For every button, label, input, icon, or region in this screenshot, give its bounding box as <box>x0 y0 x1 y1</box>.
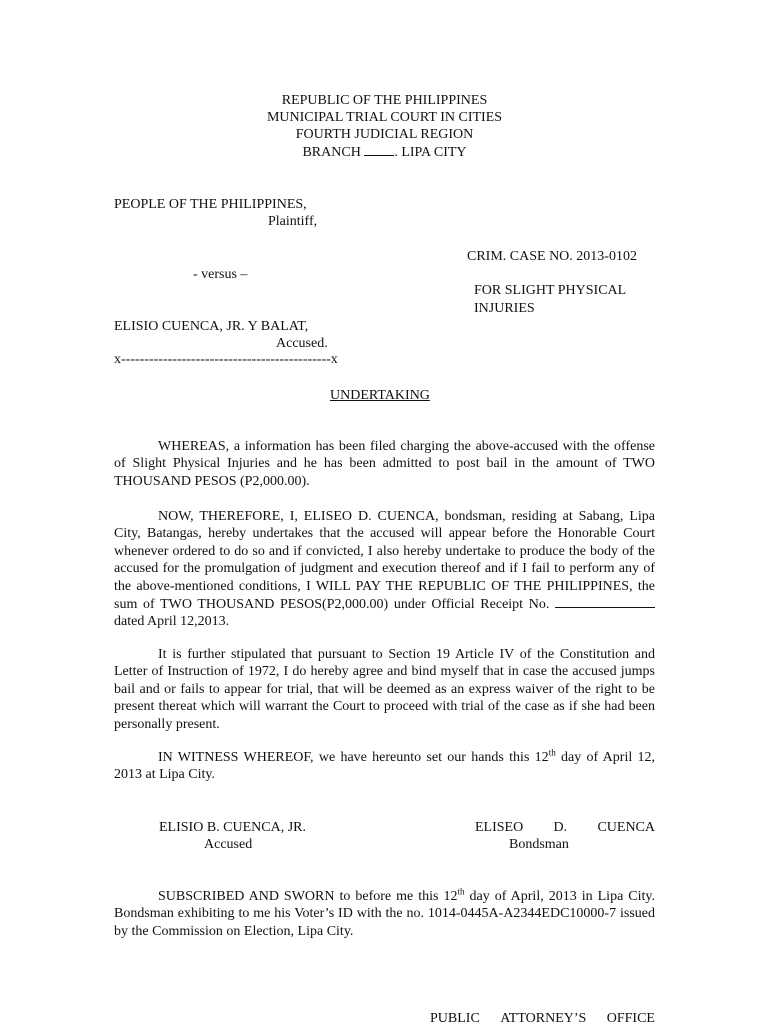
signature-bondsman-name <box>475 819 655 836</box>
paragraph-now-therefore-date: dated April 12,2013. <box>114 614 230 630</box>
caption-divider: x---------------------------------------------x <box>114 352 338 367</box>
accused-name: ELISIO CUENCA, JR. Y BALAT, <box>114 319 309 334</box>
paragraph-stipulation-text: It is further stipulated that pursuant to Section 19 Article IV of the Constitution and Letter of Instruction of 1972, I do hereby agree and bind myself that in case the accused jumps bail and or fails to appear for trial, that will be deemed as an express waiver of the right to be present thereat which will warrant the Court to proceed with trial of the case as if she had been personally present. <box>114 647 655 732</box>
footer-word-public: PUBLIC <box>430 1011 480 1026</box>
receipt-number-blank <box>555 595 655 608</box>
paragraph-subscribed <box>114 888 655 940</box>
court-header-court: MUNICIPAL TRIAL COURT IN CITIES <box>266 110 503 125</box>
plaintiff-name: PEOPLE OF THE PHILIPPINES, <box>114 197 307 212</box>
versus-label: - versus – <box>193 267 248 282</box>
paragraph-stipulation <box>114 646 655 733</box>
paragraph-witness-text-end: day of April 12, 2013 at Lipa City. <box>114 750 656 783</box>
plaintiff-role: Plaintiff, <box>268 214 318 229</box>
paragraph-now-therefore <box>114 508 655 631</box>
footer-office-name <box>430 1010 655 1027</box>
paragraph-witness <box>114 749 655 784</box>
bondsman-middle-initial: D. <box>553 820 568 835</box>
document-title: UNDERTAKING <box>330 388 430 403</box>
court-header-branch <box>114 143 655 161</box>
bondsman-first-name: ELISEO <box>475 820 524 835</box>
signature-bondsman-role: Bondsman <box>509 837 569 852</box>
branch-prefix: BRANCH <box>302 145 365 160</box>
accused-role: Accused. <box>276 336 328 351</box>
paragraph-whereas-text: WHEREAS, a information has been filed charging the above-accused with the offense of Slight Physical Injuries and he has been admitted to post bail in the amount of TWO THOUSAND PESOS (P2,000.00). <box>114 439 655 489</box>
court-header-republic: REPUBLIC OF THE PHILIPPINES <box>281 93 488 108</box>
footer-word-office: OFFICE <box>606 1011 655 1026</box>
footer-word-attorneys: ATTORNEY’S <box>500 1011 587 1026</box>
branch-suffix: . LIPA CITY <box>394 145 467 160</box>
paragraph-subscribed-text: SUBSCRIBED AND SWORN to before me this 12 <box>158 889 458 904</box>
bondsman-last-name: CUENCA <box>597 820 655 835</box>
paragraph-whereas <box>114 438 655 490</box>
case-number: CRIM. CASE NO. 2013-0102 <box>467 249 637 264</box>
paragraph-witness-ordinal: th <box>548 747 556 758</box>
signature-accused-name: ELISIO B. CUENCA, JR. <box>159 820 307 835</box>
paragraph-witness-text: IN WITNESS WHEREOF, we have hereunto set our hands this 12 <box>158 750 549 765</box>
signature-accused-role: Accused <box>204 837 253 852</box>
offense-line-1: FOR SLIGHT PHYSICAL <box>474 283 627 298</box>
offense-line-2: INJURIES <box>474 301 535 316</box>
court-header-region: FOURTH JUDICIAL REGION <box>295 127 474 142</box>
branch-blank-line <box>364 143 394 156</box>
paragraph-subscribed-ordinal: th <box>457 886 465 897</box>
paragraph-subscribed-text-end: day of April, 2013 in Lipa City. Bondsman exhibiting to me his Voter’s ID with the no. 1014-0445A-A2344EDC10000-7 issued by the Commission on Election, Lipa City. <box>114 889 655 939</box>
paragraph-now-therefore-text: NOW, THEREFORE, I, ELISEO D. CUENCA, bondsman, residing at Sabang, Lipa City, Batangas, hereby undertakes that the accused will appear before the Honorable Court whenever ordered to do so and if convicted, I also hereby undertake to produce the body of the accused for the promulgation of judgment and execution thereof and if I fail to perform any of the above-mentioned conditions, I WILL PAY THE REPUBLIC OF THE PHILIPPINES, the sum of TWO THOUSAND PESOS(P2,000.00) under Official Receipt No. <box>114 509 655 613</box>
